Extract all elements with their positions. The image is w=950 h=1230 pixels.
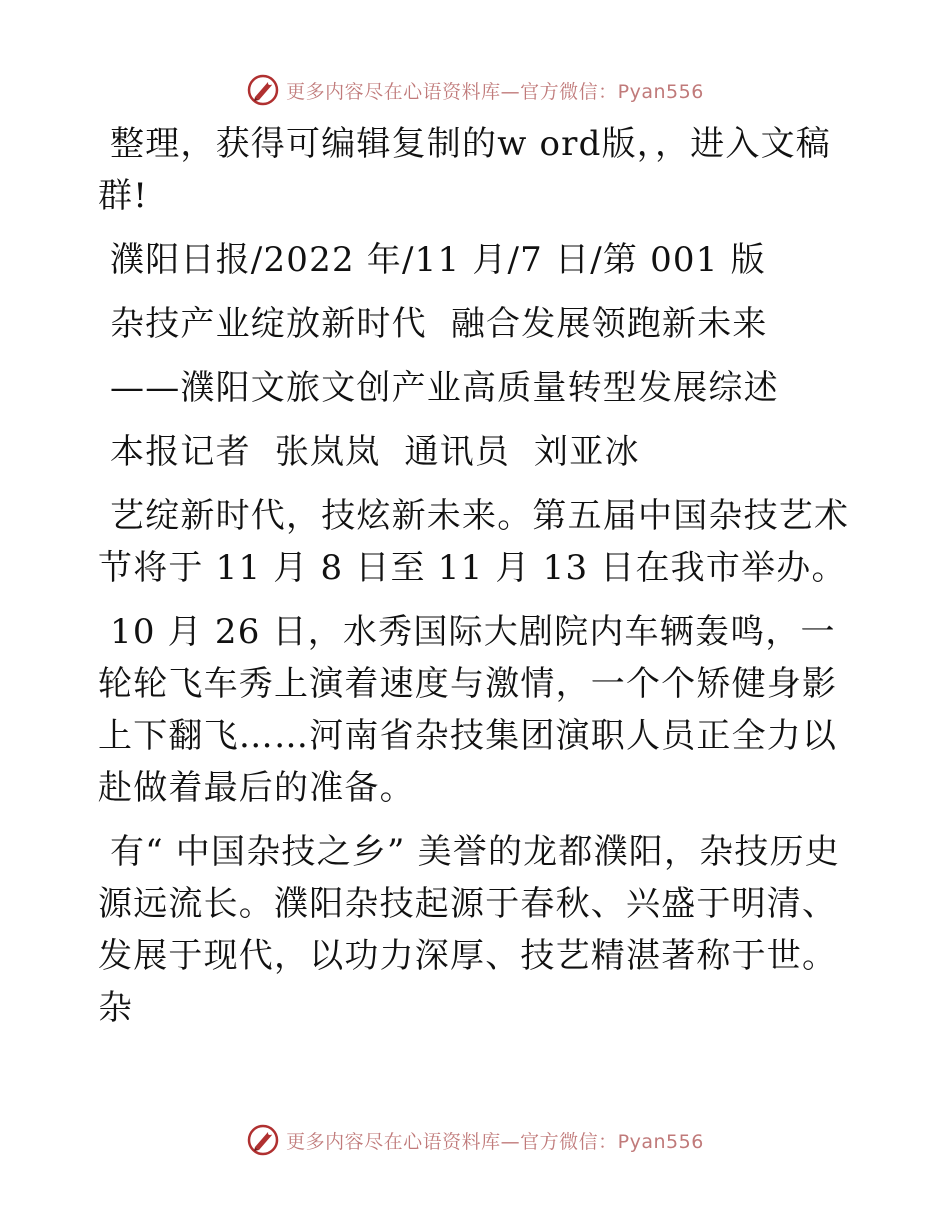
paragraph: 有“ 中国杂技之乡” 美誉的龙都濮阳，杂技历史源远流长。濮阳杂技起源于春秋、兴盛于明清、发展于现代，以功力深厚、技艺精湛著称于世。杂 [98, 832, 840, 1028]
paragraph: 艺绽新时代，技炫新未来。第五届中国杂技艺术节将于 11 月 8 日至 11 月 13 日在我市举办。 [98, 496, 850, 588]
footer-banner [0, 1118, 950, 1162]
byline: 本报记者 张岚岚 通讯员 刘亚冰 [110, 432, 640, 472]
article-headline: 杂技产业绽放新时代 融合发展领跑新未来 [110, 304, 768, 344]
banner-text: 更多内容尽在心语资料库—官方微信：Pyan556 [286, 1130, 704, 1153]
paragraph: 濮阳日报/2022 年/11 月/7 日/第 001 版 [110, 240, 766, 280]
paragraph: 10 月 26 日，水秀国际大剧院内车辆轰鸣，一轮轮飞车秀上演着速度与激情，一个个矫健身影上下翻飞……河南省杂技集团演职人员正全力以赴做着最后的准备。 [98, 612, 838, 808]
pen-logo-icon [246, 73, 280, 107]
document-body [98, 118, 850, 1046]
article-subheadline: ——濮阳文旅文创产业高质量转型发展综述 [110, 368, 779, 408]
header-banner [0, 68, 950, 112]
paragraph: 整理，获得可编辑复制的w ord版，，进入文稿群! [98, 124, 831, 216]
banner-text: 更多内容尽在心语资料库—官方微信：Pyan556 [286, 80, 704, 103]
pen-logo-icon [246, 1123, 280, 1157]
